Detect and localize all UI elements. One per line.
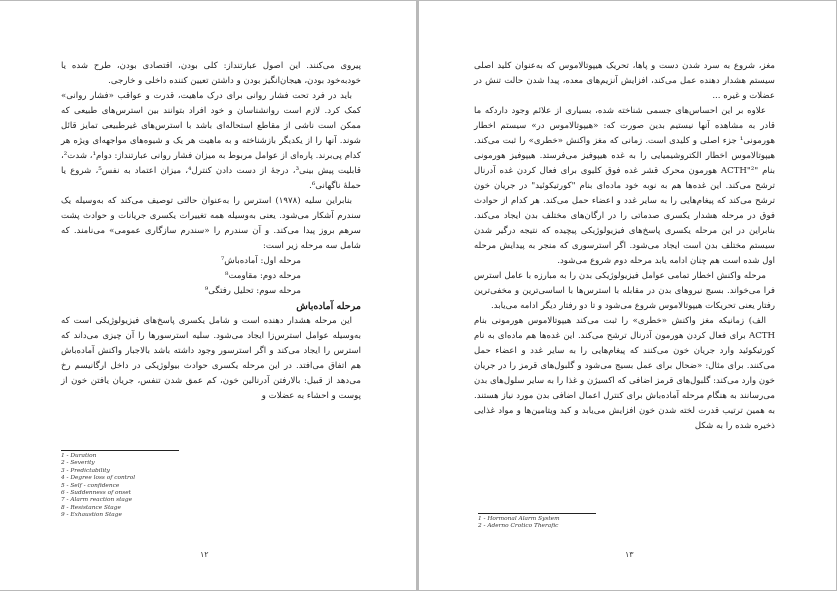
footnote-item: 2 - Aderno Crotico Therafic	[478, 523, 559, 530]
left-paragraph-1: پیروی می‌کنند. این اصول عبارتنداز: کلی بودن، اقتصادی بودن، طرح شده یا خودبه‌خود بودن، هیجان‌انگیز بودن و داشتن تعیین کننده داخلی و خارجی.	[61, 61, 361, 86]
left-paragraph-3: بنابراین سلیه (۱۹۷۸) استرس را به‌عنوان حالتی توصیف می‌کند که به‌وسیله یک سندرم آشکار می‌شود. یعنی به‌وسیله همه تغییرات یکسری جریانات و حوادث پشت سرهم بروز پیدا می‌کند. و آن سندرم را «سندرم سازگاری عمومی» می‌نامند. که شامل سه مرحله زیر است:	[61, 196, 361, 251]
stage-item-1: مرحله اول: آماده‌باش⁷	[220, 256, 301, 266]
left-page	[0, 1, 416, 590]
stage-item-3: مرحله سوم: تحلیل رفتگی⁹	[204, 286, 301, 296]
page-number: ۱۳	[625, 550, 634, 559]
footnote-item: 8 - Resistance Stage	[61, 504, 121, 511]
footnote-item: 1 - Hormonal Alarm System	[478, 516, 560, 522]
footnote-item: 6 - Suddenness of onset	[61, 490, 132, 497]
footnote-item: 7 - Alarm reaction stage	[61, 497, 132, 504]
page-number: ۱۲	[200, 550, 209, 559]
right-body-text	[474, 59, 775, 434]
section-heading: مرحله آماده‌باش	[296, 301, 361, 312]
footnote-item: 9 - Exhaustion Stage	[61, 512, 122, 519]
footnote-item: 5 - Self - confidence	[61, 482, 120, 489]
footnote-item: 1 - Duration	[61, 453, 97, 459]
footnote-divider	[61, 450, 179, 451]
right-paragraph-1: مغز، شروع به سرد شدن دست و پاها، تحریک هیپوتالاموس که به‌عنوان کلید اصلی سیستم هشدار دهنده عمل می‌کند، افزایش آنزیم‌های معده، پیدا شدن حالت تنش در عضلات و غیره ...	[474, 61, 775, 101]
left-paragraph-2: باید در فرد تحت فشار روانی برای درک ماهیت، قدرت و عواقب «فشار روانی» کمک کرد. لازم است روانشناسان و خود افراد بتوانند بین استرس‌های طبیعی که ممکن است ناشی از مقاطع استحاله‌ای باشد با استرس‌های غیرطبیعی تمایز قائل شوند. آنها را از یکدیگر بازشناخته و به ماهیت هر یک و شیوه‌های مواجهه‌ای ویژه هر کدام پی‌برند. پاره‌ای از عوامل مربوط به میزان فشار روانی عبارتنداز: دوام¹، شدت²، قابلیت پیش بینی³، درجهٔ از دست دادن کنترل⁴، میزان اعتماد به نفس⁵، شروع یا حملهٔ ناگهانی⁶.	[61, 91, 362, 191]
stage-item-2: مرحله دوم: مقاومت⁸	[225, 271, 301, 281]
footnote-divider	[478, 513, 596, 514]
footnote-item: 4 - Degree loss of control	[61, 475, 136, 482]
right-paragraph-4: الف) زمانیکه مغز واکنش «خطری» را ثبت می‌کند هیپوتالاموس هورمونی بنام ACTH برای فعال کردن هورمون آدرنال ترشح می‌کند. این غده‌ها هم ماده‌ای به نام کورتیکوئید وارد جریان خون می‌کنند که پیغام‌هایی را به سایر غدد و اعضاء حمل می‌کنند. برای مثال: «ضحال برای عمل بسیج می‌شود و گلبول‌های قرمز را در جریان خون وارد می‌کند: گلبول‌های قرمز اضافی که اکسیژن و غذا را به سایر سلول‌های بدن می‌رسانند به هنگام مرحله آماده‌باش برای کنترل اعمال اضافی بدن مورد نیاز هستند. به همین ترتیب قدرت لخته شدن خون افزایش می‌یابد و کبد ویتامین‌ها و مواد غذایی ذخیره شده را به شکل	[474, 316, 775, 431]
left-body-text	[61, 59, 361, 404]
footnote-item: 2 - Severity	[61, 460, 95, 467]
left-footnotes	[61, 453, 221, 520]
right-paragraph-3: مرحله واکنش اخطار تمامی عوامل فیزیولوژیکی بدن را به مبارزه با عامل استرس فرا می‌خواند. بسیج نیروهای بدن در مقابله با استرس‌ها با اساسی‌ترین و مخفی‌ترین رفتار یعنی تحریکات هیپوتالاموس شروع می‌شود و تا دو رفتار دیگر ادامه می‌یابد.	[474, 271, 775, 311]
right-paragraph-2: علاوه بر این احساس‌های جسمی شناخته شده، بسیاری از علائم وجود دارد‌که ما قادر به مشاهده آنها نیستیم بدین صورت که: «هیپوتالاموس در» سیستم اخطار هورمونی¹ جزء اصلی و کلیدی است. زمانی که مغز واکنش «خطری» را ثبت می‌کند. هیپوتالاموس اخطار الکتروشیمیایی را به غده هیپوفیز می‌فرستد. هیپوفیز هورمونی بنام "ACTH"² هورمون محرک قشر غده فوق کلیوی برای فعال کردن غده آدرنال ترشح می‌کند. این غده‌ها هم به نوبه خود ماده‌ای بنام "کورتیکوئید" در جریان خون ترشح می‌کند که پیغام‌هایی را به سایر غدد و اعضاء حمل می‌کند. هر کدام از حوادث فوق در مرحله هشدار یکسری صدماتی را در ارگان‌های مختلف بدن ایجاد می‌کند. بنابراین در این مرحله یکسری پاسخ‌های فیزیولوژیکی پیچیده که نتیجه درگیر شدن سیستم مختلف بدن است ایجاد می‌شود. اگر استرسوری که منجر به پیدایش مرحله اول شده است هم چنان ادامه یابد مرحله دوم شروع می‌شود.	[474, 106, 775, 266]
footnote-item: 3 - Predictability	[61, 467, 110, 474]
right-page	[419, 1, 836, 590]
left-paragraph-4: این مرحله هشدار دهنده است و شامل یکسری پاسخ‌های فیزیولوژیکی است که به‌وسیله عوامل استرس‌زا ایجاد می‌شود. سلیه استرسورها را آن چیزی می‌داند که استرس را ایجاد می‌کند و اگر استرسور وجود داشته باشد بالاجبار واکنش آماده‌باش هم اتفاق می‌افتد. در این مرحله یکسری حوادث بیولوژیکی در داخل ارگانیسم رخ می‌دهد از قبیل: بالارفتن آدرنالین خون، کم عمق شدن تنفس، جریان یافتن خون از پوست و احشاء به عضلات و	[61, 316, 361, 401]
right-footnotes	[478, 516, 638, 531]
